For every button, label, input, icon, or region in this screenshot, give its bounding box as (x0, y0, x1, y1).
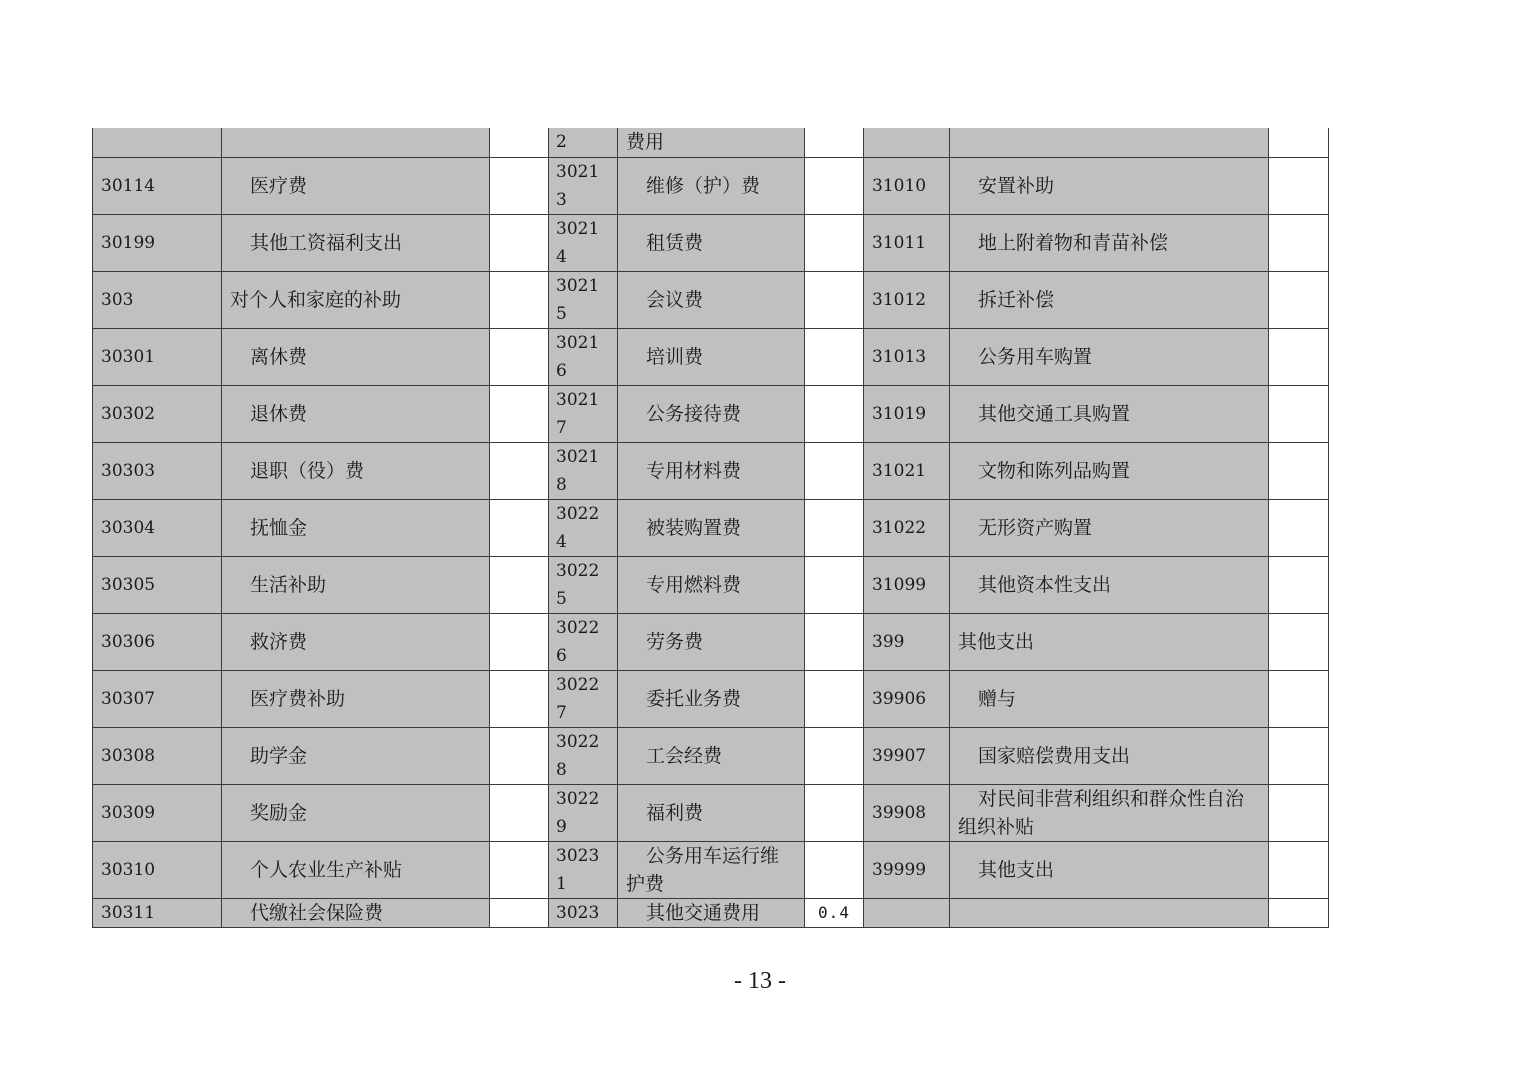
name-cell: 费用 (618, 128, 805, 157)
amount-cell (490, 898, 549, 927)
table-row (93, 157, 1329, 214)
amount-cell (805, 271, 864, 328)
name-cell: 其他资本性支出 (950, 556, 1269, 613)
code-cell: 30227 (549, 670, 618, 727)
amount-cell (1269, 727, 1329, 784)
name-cell: 对民间非营利组织和群众性自治组织补贴 (950, 784, 1269, 841)
code-cell: 2 (549, 128, 618, 157)
table-row (93, 442, 1329, 499)
name-cell: 福利费 (618, 784, 805, 841)
code-cell: 39907 (864, 727, 950, 784)
amount-cell (1269, 499, 1329, 556)
name-cell (222, 128, 490, 157)
name-cell: 地上附着物和青苗补偿 (950, 214, 1269, 271)
table-row (93, 898, 1329, 927)
name-cell: 救济费 (222, 613, 490, 670)
code-cell: 30311 (93, 898, 222, 927)
name-cell (950, 128, 1269, 157)
code-cell: 30218 (549, 442, 618, 499)
amount-cell (805, 613, 864, 670)
name-cell: 安置补助 (950, 157, 1269, 214)
code-cell (864, 128, 950, 157)
table-row (93, 128, 1329, 157)
table-row (93, 613, 1329, 670)
code-cell: 31013 (864, 328, 950, 385)
table-row (93, 385, 1329, 442)
code-cell: 30228 (549, 727, 618, 784)
budget-classification-table (92, 128, 1329, 928)
name-cell: 拆迁补偿 (950, 271, 1269, 328)
table-row (93, 556, 1329, 613)
name-cell: 助学金 (222, 727, 490, 784)
code-cell: 30303 (93, 442, 222, 499)
amount-cell (1269, 841, 1329, 898)
amount-cell (490, 157, 549, 214)
code-cell: 31010 (864, 157, 950, 214)
amount-cell (1269, 613, 1329, 670)
code-cell: 399 (864, 613, 950, 670)
code-cell: 30224 (549, 499, 618, 556)
name-cell: 公务接待费 (618, 385, 805, 442)
name-cell: 其他交通费用 (618, 898, 805, 927)
code-cell: 39906 (864, 670, 950, 727)
code-cell: 30305 (93, 556, 222, 613)
amount-cell (1269, 898, 1329, 927)
name-cell: 公务用车运行维护费 (618, 841, 805, 898)
code-cell: 30309 (93, 784, 222, 841)
amount-cell (805, 499, 864, 556)
code-cell: 30114 (93, 157, 222, 214)
name-cell: 工会经费 (618, 727, 805, 784)
amount-cell (1269, 670, 1329, 727)
code-cell: 30216 (549, 328, 618, 385)
name-cell: 文物和陈列品购置 (950, 442, 1269, 499)
amount-cell (490, 271, 549, 328)
name-cell: 租赁费 (618, 214, 805, 271)
name-cell: 退休费 (222, 385, 490, 442)
name-cell: 会议费 (618, 271, 805, 328)
name-cell: 对个人和家庭的补助 (222, 271, 490, 328)
code-cell: 31022 (864, 499, 950, 556)
amount-cell (490, 556, 549, 613)
amount-cell (1269, 128, 1329, 157)
amount-cell (490, 499, 549, 556)
table-row (93, 271, 1329, 328)
amount-cell (1269, 442, 1329, 499)
name-cell: 个人农业生产补贴 (222, 841, 490, 898)
name-cell: 其他支出 (950, 841, 1269, 898)
table-row (93, 841, 1329, 898)
name-cell: 其他支出 (950, 613, 1269, 670)
code-cell (864, 898, 950, 927)
amount-cell (490, 128, 549, 157)
code-cell: 31019 (864, 385, 950, 442)
name-cell (950, 898, 1269, 927)
code-cell: 30231 (549, 841, 618, 898)
code-cell: 30199 (93, 214, 222, 271)
code-cell (93, 128, 222, 157)
amount-cell (805, 670, 864, 727)
name-cell: 委托业务费 (618, 670, 805, 727)
amount-cell (805, 385, 864, 442)
name-cell: 其他工资福利支出 (222, 214, 490, 271)
amount-cell (490, 613, 549, 670)
name-cell: 退职（役）费 (222, 442, 490, 499)
code-cell: 31012 (864, 271, 950, 328)
amount-cell (490, 214, 549, 271)
amount-cell (805, 157, 864, 214)
code-cell: 30226 (549, 613, 618, 670)
code-cell: 31021 (864, 442, 950, 499)
amount-cell (1269, 385, 1329, 442)
name-cell: 医疗费补助 (222, 670, 490, 727)
name-cell: 培训费 (618, 328, 805, 385)
amount-cell (1269, 556, 1329, 613)
name-cell: 被装购置费 (618, 499, 805, 556)
code-cell: 39999 (864, 841, 950, 898)
amount-cell (490, 385, 549, 442)
amount-cell (1269, 214, 1329, 271)
name-cell: 国家赔偿费用支出 (950, 727, 1269, 784)
name-cell: 无形资产购置 (950, 499, 1269, 556)
name-cell: 维修（护）费 (618, 157, 805, 214)
amount-cell (1269, 157, 1329, 214)
amount-cell (490, 328, 549, 385)
amount-cell (805, 784, 864, 841)
code-cell: 30304 (93, 499, 222, 556)
name-cell: 专用材料费 (618, 442, 805, 499)
table-row (93, 784, 1329, 841)
name-cell: 专用燃料费 (618, 556, 805, 613)
name-cell: 劳务费 (618, 613, 805, 670)
table-row (93, 328, 1329, 385)
name-cell: 医疗费 (222, 157, 490, 214)
code-cell: 30302 (93, 385, 222, 442)
table-row (93, 727, 1329, 784)
code-cell: 30310 (93, 841, 222, 898)
amount-cell (490, 727, 549, 784)
code-cell: 30225 (549, 556, 618, 613)
code-cell: 30229 (549, 784, 618, 841)
table-row (93, 670, 1329, 727)
name-cell: 其他交通工具购置 (950, 385, 1269, 442)
page-number: - 13 - (734, 968, 786, 994)
name-cell: 赠与 (950, 670, 1269, 727)
name-cell: 公务用车购置 (950, 328, 1269, 385)
code-cell: 30217 (549, 385, 618, 442)
amount-cell (1269, 271, 1329, 328)
amount-cell (490, 442, 549, 499)
amount-cell (805, 556, 864, 613)
name-cell: 离休费 (222, 328, 490, 385)
code-cell: 303 (93, 271, 222, 328)
code-cell: 3023 (549, 898, 618, 927)
amount-cell (490, 670, 549, 727)
amount-cell (805, 727, 864, 784)
table-row (93, 499, 1329, 556)
code-cell: 39908 (864, 784, 950, 841)
code-cell: 30214 (549, 214, 618, 271)
code-cell: 30306 (93, 613, 222, 670)
name-cell: 生活补助 (222, 556, 490, 613)
amount-cell (805, 442, 864, 499)
amount-cell (805, 128, 864, 157)
code-cell: 31011 (864, 214, 950, 271)
code-cell: 31099 (864, 556, 950, 613)
name-cell: 奖励金 (222, 784, 490, 841)
code-cell: 30215 (549, 271, 618, 328)
code-cell: 30307 (93, 670, 222, 727)
amount-cell (805, 328, 864, 385)
amount-cell (1269, 784, 1329, 841)
table-row (93, 214, 1329, 271)
amount-cell (805, 841, 864, 898)
name-cell: 抚恤金 (222, 499, 490, 556)
amount-cell (490, 841, 549, 898)
code-cell: 30213 (549, 157, 618, 214)
name-cell: 代缴社会保险费 (222, 898, 490, 927)
code-cell: 30308 (93, 727, 222, 784)
code-cell: 30301 (93, 328, 222, 385)
amount-cell (1269, 328, 1329, 385)
amount-cell: 0.4 (805, 898, 864, 927)
amount-cell (490, 784, 549, 841)
amount-cell (805, 214, 864, 271)
